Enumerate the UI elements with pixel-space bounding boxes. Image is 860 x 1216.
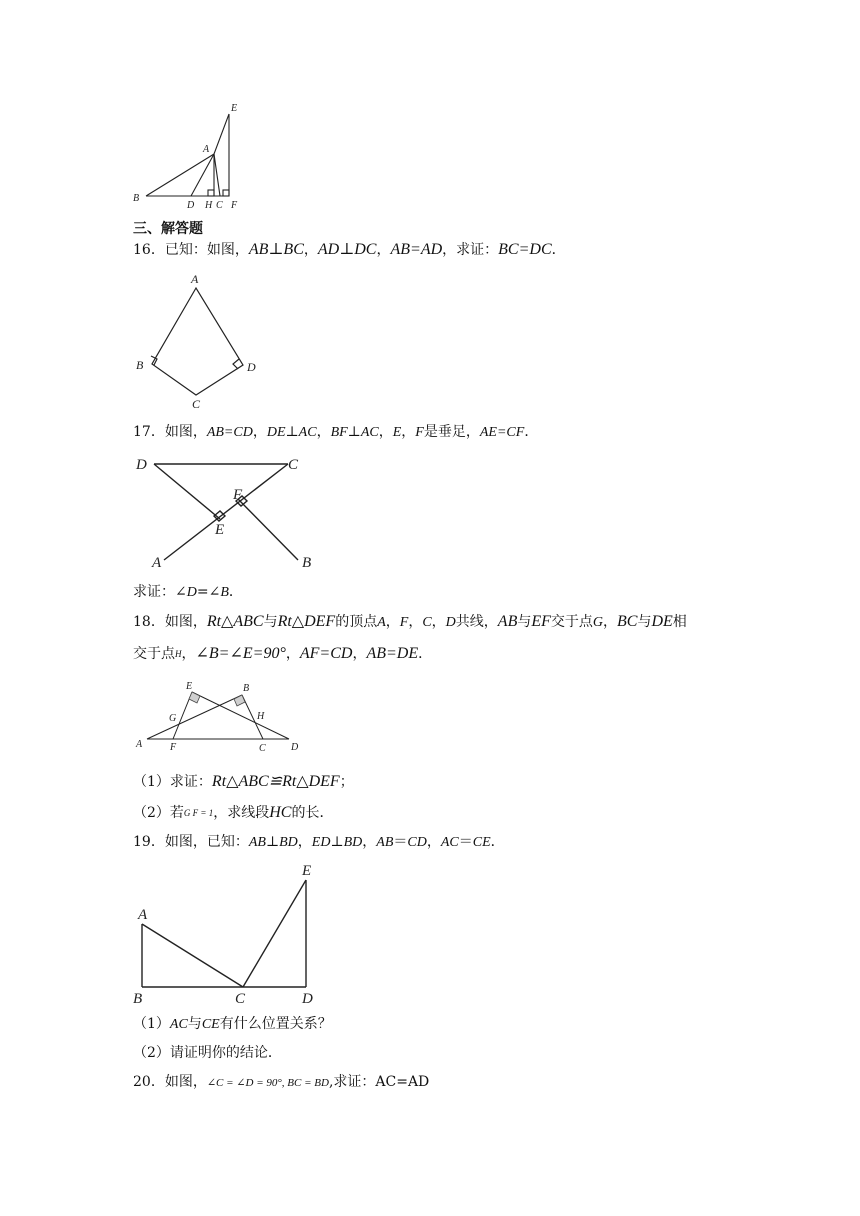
- label-E: E: [215, 522, 225, 538]
- label-A: A: [138, 907, 148, 923]
- question-19-part1: （1）AC与CE有什么位置关系？: [133, 1016, 332, 1032]
- label-A: A: [152, 555, 162, 571]
- label-E: E: [302, 863, 312, 879]
- question-20: 20．如图，∠C = ∠D = 90°, BC = BD,求证：AC=AD: [133, 1074, 430, 1090]
- label-F: F: [231, 200, 238, 211]
- label-H: H: [257, 711, 265, 722]
- figure-q18: [130, 678, 310, 758]
- label-D: D: [136, 457, 147, 473]
- question-16: 16．已知：如图，AB⊥BC，AD⊥DC，AB=AD，求证：BC=DC．: [133, 241, 566, 258]
- label-G: G: [169, 713, 177, 724]
- question-18-line1: 18．如图，Rt△ABC与Rt△DEF的顶点A，F，C，D共线，AB与EF交于点G，BC与DE相: [133, 613, 687, 630]
- label-A: A: [191, 272, 199, 286]
- label-F: F: [233, 487, 243, 503]
- question-19: 19．如图，已知：AB⊥BD，ED⊥BD，AB＝CD，AC＝CE．: [133, 834, 505, 850]
- question-17-prove: 求证：∠D=∠B．: [133, 584, 243, 600]
- label-D: D: [187, 200, 195, 211]
- label-D: D: [247, 360, 256, 374]
- label-C: C: [216, 200, 223, 211]
- label-B: B: [133, 193, 140, 204]
- label-C: C: [288, 457, 299, 473]
- question-18-part1: （1）求证：Rt△ABC≌Rt△DEF；: [133, 773, 354, 790]
- label-A: A: [136, 739, 143, 750]
- label-B: B: [243, 683, 250, 694]
- figure-q17: [130, 450, 330, 575]
- label-D: D: [291, 742, 299, 753]
- label-C: C: [235, 991, 246, 1007]
- figure-q16: [130, 268, 270, 413]
- label-A: A: [203, 144, 210, 155]
- label-C: C: [192, 397, 201, 411]
- question-18-part2: （2）若G F = 1，求线段HC的长．: [133, 804, 334, 821]
- label-B: B: [136, 358, 144, 372]
- label-E: E: [186, 681, 193, 692]
- question-19-part2: （2）请证明你的结论．: [133, 1045, 282, 1061]
- label-B: B: [133, 991, 143, 1007]
- label-C: C: [259, 743, 266, 754]
- figure-q15: [130, 100, 250, 210]
- label-E: E: [231, 103, 238, 114]
- label-B: B: [302, 555, 312, 571]
- figure-q19: [130, 860, 330, 1008]
- question-18-line2: 交于点H，∠B=∠E=90°，AF=CD，AB=DE．: [133, 645, 433, 662]
- section-title: 三、解答题: [133, 221, 203, 237]
- label-F: F: [170, 742, 177, 753]
- question-17: 17．如图，AB=CD，DE⊥AC，BF⊥AC，E，F是垂足，AE=CF．: [133, 424, 539, 440]
- label-H: H: [205, 200, 213, 211]
- label-D: D: [302, 991, 313, 1007]
